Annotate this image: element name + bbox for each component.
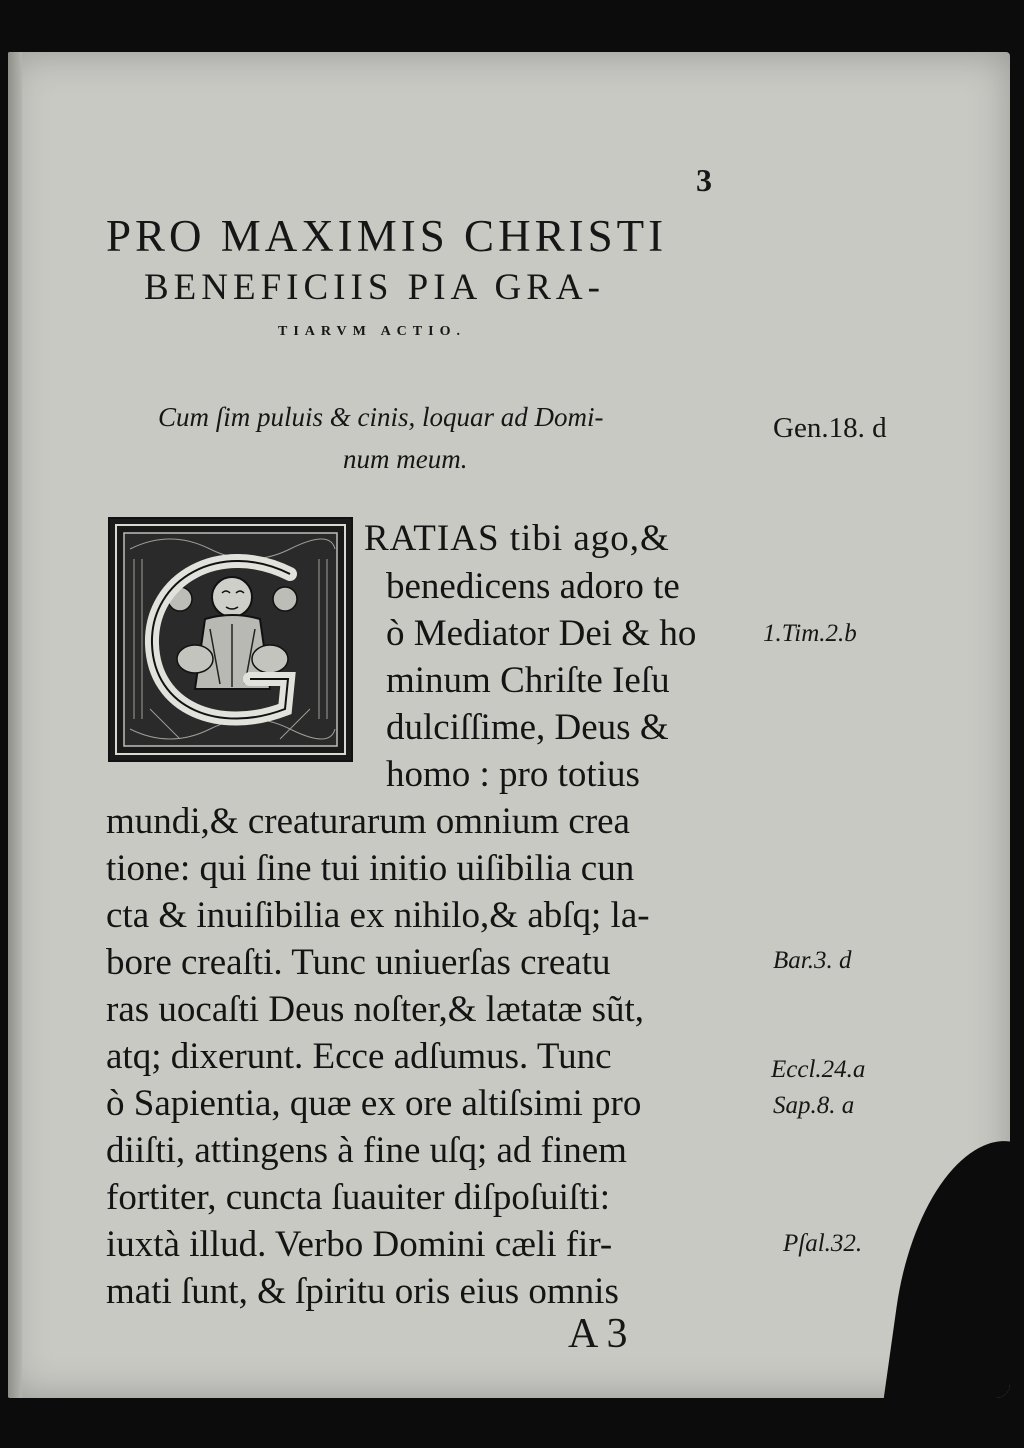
book-page [8,52,1010,1398]
body-line: tione: qui ſine tui initio uiſibilia cun [106,848,635,889]
decorated-initial-woodcut [108,517,353,762]
marginal-note-psalm: Pſal.32. [783,1230,863,1257]
signature-mark: A 3 [568,1311,628,1357]
body-line: mati ſunt, & ſpiritu oris eius omnis [106,1271,619,1312]
torn-page-corner [880,1129,1010,1398]
body-line: bore creaſti. Tunc uniuerſas creatu [106,942,611,983]
body-line: minum Chriſte Ieſu [386,660,670,701]
title-line-2: BENEFICIIS PIA GRA- [144,267,605,308]
body-line: iuxtà illud. Verbo Domini cæli fir- [106,1224,613,1265]
body-line: homo : pro totius [386,754,640,795]
woodcut-illustration [110,519,351,760]
body-line: dulciſſime, Deus & [386,707,669,748]
page-gutter [8,52,22,1398]
marginal-note-ecclesiasticus: Eccl.24.a [771,1056,866,1083]
body-line: atq; dixerunt. Ecce adſumus. Tunc [106,1036,612,1077]
body-line: ras uocaſti Deus noſter,& lætatæ sũt, [106,989,645,1030]
body-line: ò Sapientia, quæ ex ore altiſsimi pro [106,1083,642,1124]
body-line: cta & inuiſibilia ex nihilo,& abſq; la- [106,895,650,936]
epigraph-line-1: Cum ſim puluis & cinis, loquar ad Domi- [158,402,604,432]
marginal-note-sapientia: Sap.8. a [773,1092,855,1119]
marginal-note-timothy: 1.Tim.2.b [763,620,857,647]
marginal-note-genesis: Gen.18. d [773,412,887,444]
title-line-3: TIARVM ACTIO. [278,324,466,339]
marginal-note-baruch: Bar.3. d [773,947,852,974]
body-line: ò Mediator Dei & ho [386,613,697,654]
title-line-1: PRO MAXIMIS CHRISTI [106,211,668,261]
epigraph-line-2: num meum. [343,444,468,474]
body-line: RATIAS tibi ago,& [364,518,670,559]
body-line: benedicens adoro te [386,566,680,607]
body-line: mundi,& creaturarum omnium crea [106,801,630,842]
body-line: fortiter, cuncta ſuauiter diſpoſuiſti: [106,1177,611,1218]
body-line: diiſti, attingens à fine uſq; ad finem [106,1130,627,1171]
page-number: 3 [696,162,712,198]
